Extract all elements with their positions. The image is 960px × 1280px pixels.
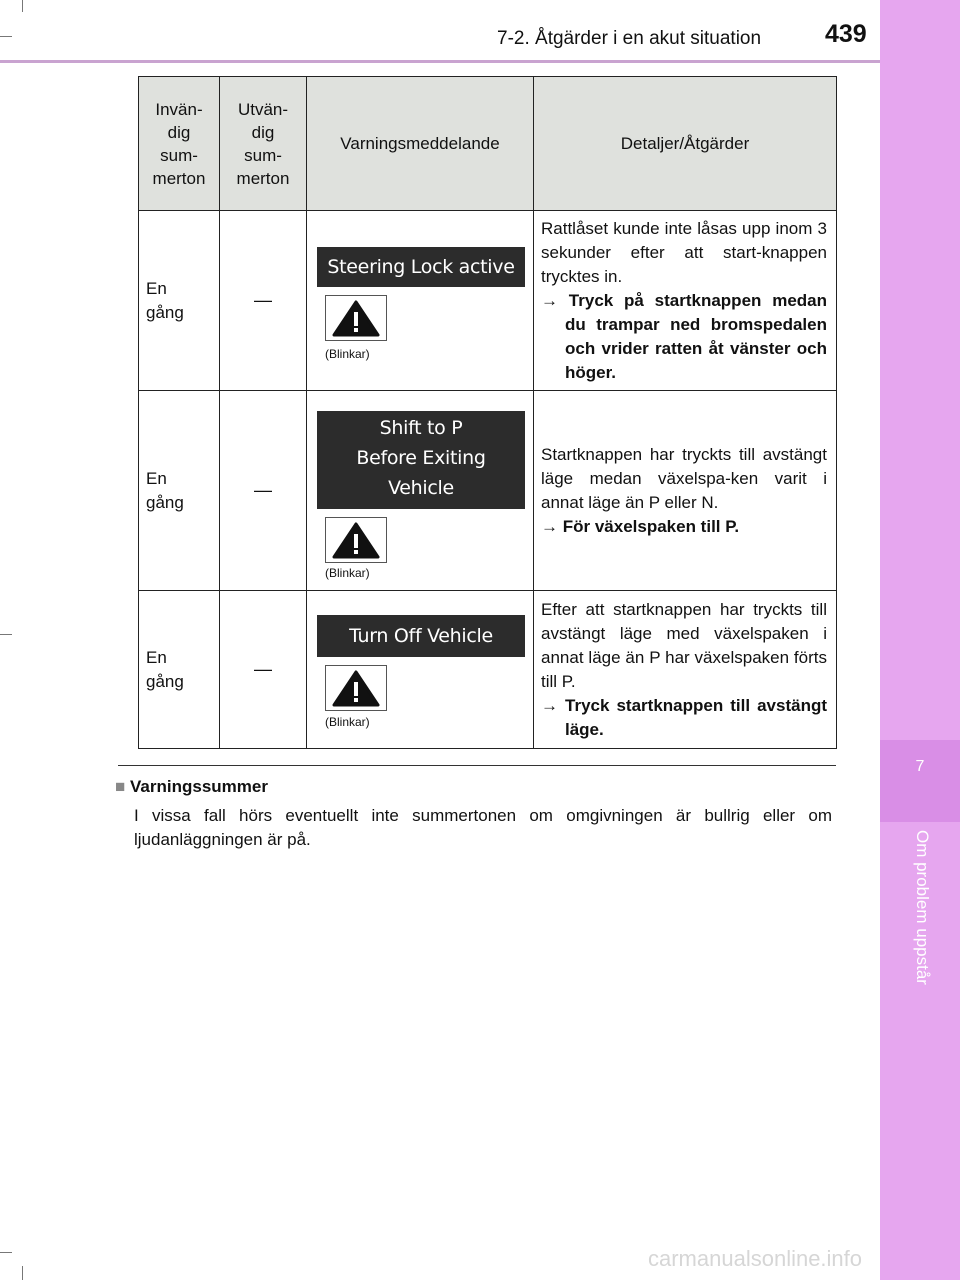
note-body: I vissa fall hörs eventuellt inte summertonen om omgivningen är bullrig eller om ljudanläggningen är på.: [134, 806, 832, 849]
bullet-square-icon: ■: [115, 777, 126, 796]
crop-mark: [0, 634, 12, 635]
header-details: [534, 77, 837, 211]
note-heading-text: Varningssummer: [130, 777, 268, 796]
blink-label: (Blinkar): [325, 347, 370, 361]
warning-message-cell: [307, 391, 534, 591]
note-divider: [118, 765, 836, 766]
exterior-buzzer-cell: —: [220, 211, 307, 391]
crop-mark: [22, 1266, 23, 1280]
chapter-number: 7: [915, 758, 925, 775]
watermark: carmanualsonline.info: [648, 1246, 863, 1271]
table-header-row: [139, 77, 837, 211]
header-interior-buzzer: [139, 77, 220, 211]
details-cell: [534, 211, 837, 391]
warning-message-table: [138, 76, 837, 749]
details-text: Efter att startknappen har tryckts till avstängt läge med växelspaken i annat läge än P har växelspaken förts till P.: [541, 599, 827, 691]
action-text: → Tryck startknappen till avstängt läge.: [541, 695, 827, 739]
header-divider: [0, 60, 880, 63]
message-display: Shift to P Before Exiting Vehicle: [317, 411, 525, 509]
header-label: Detaljer/Åtgärder: [620, 134, 750, 153]
section-title: 7-2. Åtgärder i en akut situation: [497, 28, 762, 49]
table-row: [139, 391, 837, 591]
details-cell: [534, 391, 837, 591]
note-heading: [115, 777, 268, 797]
message-display: Turn Off Vehicle: [317, 615, 525, 657]
message-display: Steering Lock active: [317, 247, 525, 287]
table-row: [139, 591, 837, 749]
header-exterior-buzzer: [220, 77, 307, 211]
chapter-title: Om problem uppstår: [913, 830, 932, 985]
page-header: [0, 0, 880, 62]
chapter-side-tab: [880, 0, 960, 1280]
page-number: 439: [825, 20, 867, 48]
action-text: → För växelspaken till P.: [541, 516, 740, 536]
table-row: [139, 211, 837, 391]
header-label: Utvän- dig sum- merton: [236, 99, 290, 188]
interior-buzzer-cell: En gång: [139, 591, 220, 749]
warning-triangle-icon: [325, 517, 387, 563]
blink-label: (Blinkar): [325, 566, 370, 580]
action-text: → Tryck på startknappen medan du trampar ned bromspedalen och vrider ratten åt vänster och höger.: [541, 290, 827, 382]
interior-buzzer-cell: En gång: [139, 391, 220, 591]
header-label: Invän- dig sum- merton: [152, 99, 206, 188]
chapter-number-box: [880, 740, 960, 822]
warning-triangle-icon: [325, 295, 387, 341]
exterior-buzzer-cell: —: [220, 391, 307, 591]
warning-message-cell: [307, 211, 534, 391]
interior-buzzer-cell: En gång: [139, 211, 220, 391]
header-warning-message: [307, 77, 534, 211]
warning-triangle-icon: [325, 665, 387, 711]
header-label: Varningsmeddelande: [340, 134, 500, 153]
crop-mark: [0, 1252, 12, 1253]
details-text: Startknappen har tryckts till avstängt läge medan växelspa-ken varit i annat läge än P eller N.: [541, 444, 827, 512]
details-cell: [534, 591, 837, 749]
blink-label: (Blinkar): [325, 715, 370, 729]
details-text: Rattlåset kunde inte låsas upp inom 3 sekunder efter att start-knappen trycktes in.: [541, 218, 827, 286]
exterior-buzzer-cell: —: [220, 591, 307, 749]
warning-message-cell: [307, 591, 534, 749]
